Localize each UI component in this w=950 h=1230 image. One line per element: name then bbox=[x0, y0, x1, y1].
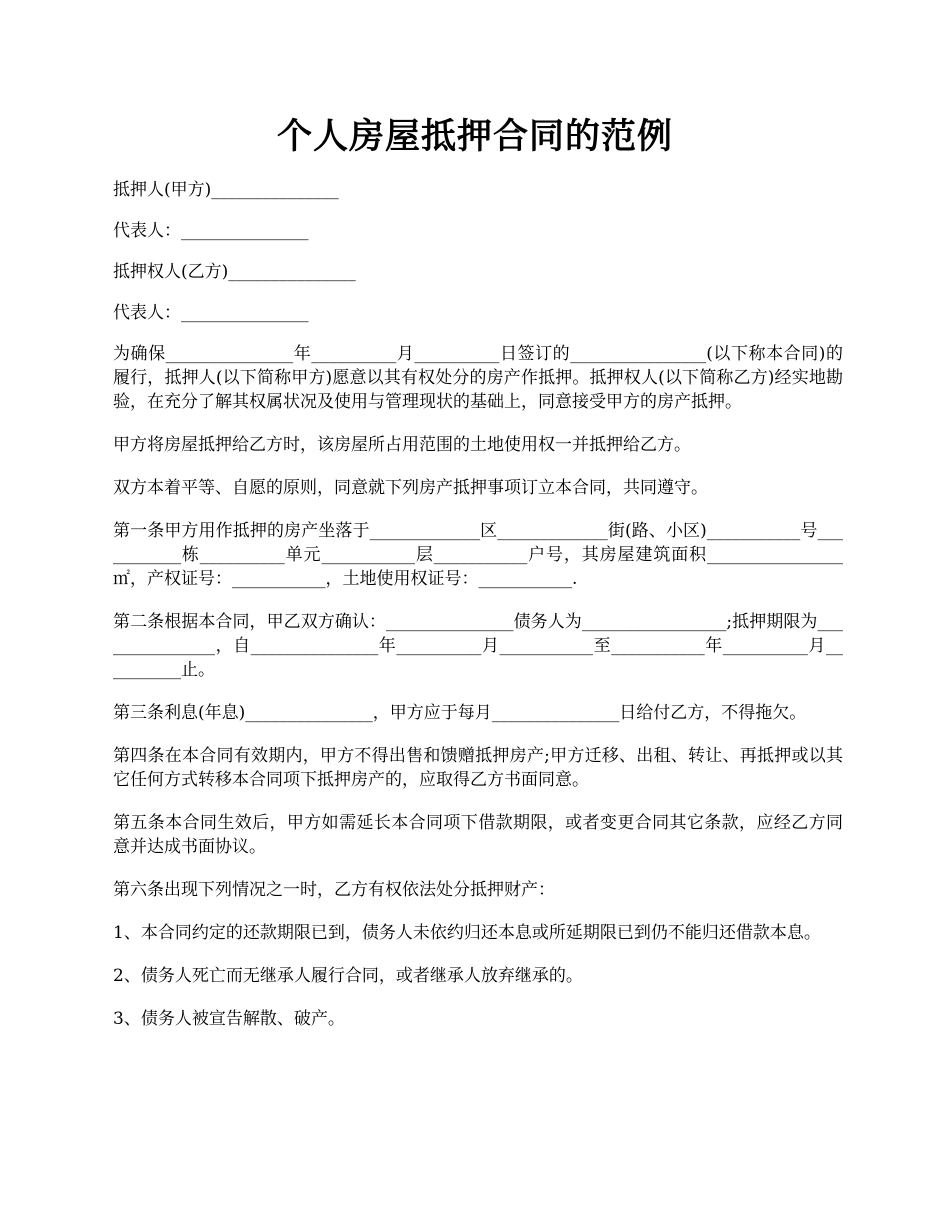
clause-3-paragraph: 3、债务人被宣告解散、破产。 bbox=[113, 1009, 345, 1029]
article-5-paragraph: 第五条本合同生效后，甲方如需延长本合同项下借款期限，或者变更合同其它条款，应经乙方同意并达成书面协议。 bbox=[113, 813, 843, 857]
land-use-right-paragraph: 甲方将房屋抵押给乙方时，该房屋所占用范围的土地使用权一并抵押给乙方。 bbox=[113, 435, 691, 455]
document-title: 个人房屋抵押合同的范例 bbox=[276, 116, 673, 157]
party-a-line: 抵押人(甲方)_______________ bbox=[113, 180, 339, 200]
party-a-representative-line: 代表人：_______________ bbox=[113, 221, 309, 241]
article-6-paragraph: 第六条出现下列情况之一时，乙方有权依法处分抵押财产： bbox=[113, 880, 555, 900]
party-b-representative-line: 代表人：_______________ bbox=[113, 303, 309, 323]
clause-1-paragraph: 1、本合同约定的还款期限已到，债务人未依约归还本息或所延期限已到仍不能归还借款本息。 bbox=[113, 923, 821, 943]
article-4-paragraph: 第四条在本合同有效期内，甲方不得出售和馈赠抵押房产;甲方迁移、出租、转让、再抵押或以其它任何方式转移本合同项下抵押房产的，应取得乙方书面同意。 bbox=[113, 746, 843, 790]
principle-paragraph: 双方本着平等、自愿的原则，同意就下列房产抵押事项订立本合同，共同遵守。 bbox=[113, 478, 708, 498]
party-b-line: 抵押权人(乙方)_______________ bbox=[113, 262, 356, 282]
article-2-paragraph: 第二条根据本合同，甲乙双方确认：_______________债务人为_________________;抵押期限为_______________，自_______________年__________月___________至___________年__________月__________止。 bbox=[113, 612, 843, 680]
preamble-paragraph: 为确保_______________年__________月__________日签订的________________(以下称本合同)的履行，抵押人(以下简称甲方)愿意以其有权处分的房产作抵押。抵押权人(以下简称乙方)经实地勘验，在充分了解其权属状况及使用与管理现状的基础上，同意接受甲方的房产抵押。 bbox=[113, 344, 843, 412]
article-1-paragraph: 第一条甲方用作抵押的房产坐落于_____________区_____________街(路、小区)___________号___________栋__________单元___________层___________户号，其房屋建筑面积________________㎡，产权证号：___________，土地使用权证号：___________. bbox=[113, 521, 843, 589]
article-3-paragraph: 第三条利息(年息)_______________，甲方应于每月_______________日给付乙方，不得拖欠。 bbox=[113, 703, 807, 723]
clause-2-paragraph: 2、债务人死亡而无继承人履行合同，或者继承人放弃继承的。 bbox=[113, 966, 583, 986]
document-body bbox=[113, 178, 843, 1050]
